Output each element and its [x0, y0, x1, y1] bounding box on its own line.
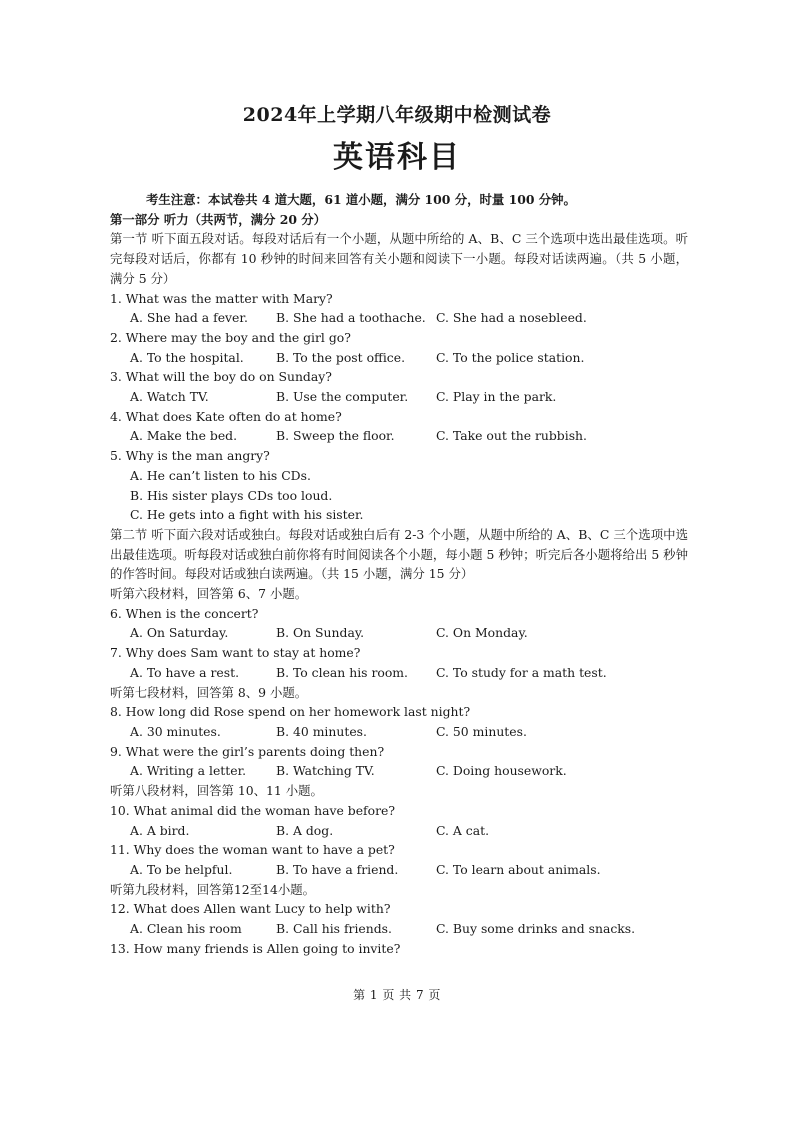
option-a: A. On Saturday.: [130, 625, 229, 641]
question-options: [110, 919, 688, 939]
section1-instructions: 第一节 听下面五段对话。每段对话后有一个小题，从题中所给的 A、B、C 三个选项中选出最佳选项。听完每段对话后，你都有 10 秒钟的时间来回答有关小题和阅读下一小题。每段对话读两遍。（共 5 小题，满分 5 分）: [110, 231, 688, 286]
option-a: A. To the hospital.: [130, 349, 244, 365]
exam-body: [110, 190, 688, 958]
question-stem: 9. What were the girl’s parents doing then?: [110, 743, 385, 759]
question-options: [110, 722, 688, 742]
option-b: B. Sweep the floor.: [276, 428, 395, 444]
option-a: A. To have a rest.: [130, 664, 240, 680]
option-b: B. To the post office.: [276, 349, 406, 365]
question-stem: 6. When is the concert?: [110, 605, 259, 621]
question-stem: 5. Why is the man angry?: [110, 448, 270, 464]
option-a: A. A bird.: [130, 822, 190, 838]
question-options: [110, 623, 688, 643]
question-options: [110, 821, 688, 841]
question-stem: 8. How long did Rose spend on her homework last night?: [110, 704, 471, 720]
question-options: [110, 308, 688, 328]
option-a: A. She had a fever.: [130, 310, 248, 326]
option-a: A. Watch TV.: [130, 389, 209, 405]
option-b: B. On Sunday.: [276, 625, 365, 641]
question-stem: 4. What does Kate often do at home?: [110, 408, 342, 424]
option-b: B. His sister plays CDs too loud.: [130, 487, 333, 503]
material-label: 听第七段材料，回答第 8、9 小题。: [110, 684, 308, 700]
question-stem: 13. How many friends is Allen going to invite?: [110, 940, 401, 956]
question-stem: 3. What will the boy do on Sunday?: [110, 369, 332, 385]
question-options: [110, 663, 688, 683]
option-c: C. Play in the park.: [436, 389, 557, 405]
option-c: C. A cat.: [436, 822, 490, 838]
question-options: [110, 387, 688, 407]
page-footer: 第 1 页 共 7 页: [353, 988, 441, 1002]
option-b: B. A dog.: [276, 822, 334, 838]
question-stem: 11. Why does the woman want to have a pet?: [110, 842, 395, 858]
option-b: B. She had a toothache.: [276, 310, 426, 326]
question-stem: 12. What does Allen want Lucy to help with?: [110, 901, 391, 917]
option-c: C. Take out the rubbish.: [436, 428, 587, 444]
option-a: A. He can’t listen to his CDs.: [130, 467, 311, 483]
option-c: C. To the police station.: [436, 349, 585, 365]
question-stem: 7. Why does Sam want to stay at home?: [110, 645, 361, 661]
option-a: A. Writing a letter.: [130, 763, 247, 779]
option-b: B. To clean his room.: [276, 664, 408, 680]
candidate-notice: 考生注意：本试卷共 4 道大题，61 道小题，满分 100 分，时量 100 分钟。: [146, 192, 576, 207]
option-a: A. Clean his room: [130, 921, 242, 937]
subject-title: 英语科目: [333, 140, 461, 175]
question-options: [110, 860, 688, 880]
exam-title: 2024年上学期八年级期中检测试卷: [242, 104, 552, 126]
material-label: 听第六段材料，回答第 6、7 小题。: [110, 586, 308, 602]
material-label: 听第九段材料，回答第12至14小题。: [110, 881, 316, 897]
option-c: C. He gets into a fight with his sister.: [130, 507, 364, 523]
option-a: A. To be helpful.: [130, 861, 233, 877]
option-b: B. Use the computer.: [276, 389, 409, 405]
option-b: B. Call his friends.: [276, 921, 392, 937]
material-label: 听第八段材料，回答第 10、11 小题。: [110, 783, 323, 799]
question-options: [110, 426, 688, 446]
option-c: C. She had a nosebleed.: [436, 310, 587, 326]
part1-heading: 第一部分 听力（共两节，满分 20 分）: [110, 211, 327, 227]
question-options: [110, 348, 688, 368]
question-stem: 1. What was the matter with Mary?: [110, 290, 333, 306]
option-c: C. Doing housework.: [436, 763, 567, 779]
option-c: C. Buy some drinks and snacks.: [436, 921, 636, 937]
section2-instructions: 第二节 听下面六段对话或独白。每段对话或独白后有 2-3 个小题，从题中所给的 A、B、C 三个选项中选出最佳选项。听每段对话或独白前你将有时间阅读各个小题，每小题 5 秒钟；听完后各小题将给出 5 秒钟的作答时间。每段对话或独白读两遍。（共 15 小题，满分 15 分）: [110, 526, 688, 582]
option-a: A. Make the bed.: [130, 428, 238, 444]
option-a: A. 30 minutes.: [130, 723, 221, 739]
option-b: B. 40 minutes.: [276, 723, 367, 739]
question-stem: 10. What animal did the woman have before?: [110, 802, 395, 818]
option-b: B. To have a friend.: [276, 861, 399, 877]
option-c: C. To learn about animals.: [436, 861, 601, 877]
question-stem: 2. Where may the boy and the girl go?: [110, 329, 351, 345]
option-c: C. On Monday.: [436, 625, 528, 641]
option-c: C. 50 minutes.: [436, 723, 527, 739]
option-b: B. Watching TV.: [276, 763, 375, 779]
question-options: [110, 761, 688, 781]
option-c: C. To study for a math test.: [436, 664, 607, 680]
